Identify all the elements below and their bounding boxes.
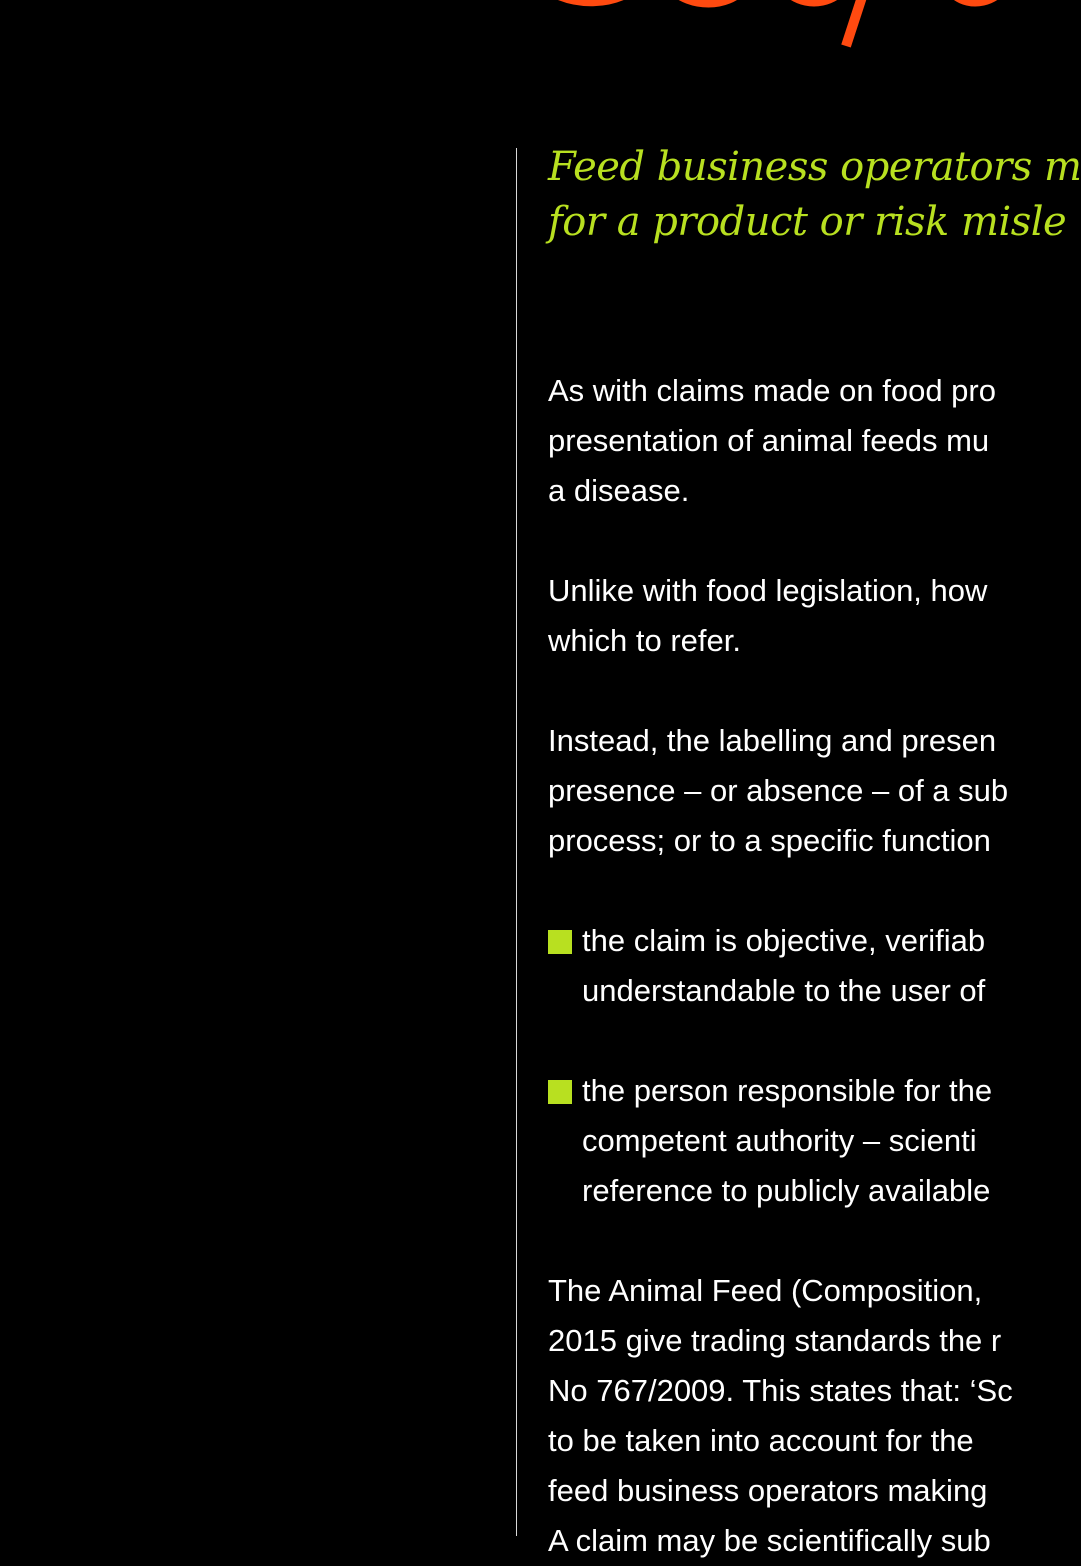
lead-line: Feed business operators m — [548, 144, 1081, 190]
article-body — [548, 366, 1024, 1566]
text-line: feed business operators making — [548, 1473, 988, 1508]
paragraph-animal-feed-regulations — [548, 1266, 1024, 1566]
text-line: a disease. — [548, 473, 690, 508]
paragraph-food-legislation — [548, 566, 1024, 666]
text-line: 2015 give trading standards the r — [548, 1323, 1002, 1358]
text-line: the claim is objective, verifiab — [582, 923, 986, 958]
text-line: reference to publicly available — [582, 1173, 991, 1208]
lead-line: for a product or risk misle — [548, 199, 1067, 245]
bullet-item-responsible-person — [548, 1066, 1024, 1216]
bullet-square-icon — [548, 1080, 572, 1104]
text-line: the person responsible for the — [582, 1073, 993, 1108]
text-line: competent authority – scienti — [582, 1123, 977, 1158]
text-line: As with claims made on food pro — [548, 373, 996, 408]
lead-quote — [548, 140, 1081, 250]
text-line: The Animal Feed (Composition, — [548, 1273, 983, 1308]
text-line: Instead, the labelling and presen — [548, 723, 997, 758]
column-divider — [516, 148, 517, 1536]
paragraph-food-claims — [548, 366, 1024, 516]
text-line: which to refer. — [548, 623, 741, 658]
title-fragment — [560, 0, 1024, 52]
text-line: No 767/2009. This states that: ‘Sc — [548, 1373, 1013, 1408]
text-line: to be taken into account for the — [548, 1423, 974, 1458]
text-line: process; or to a specific function — [548, 823, 991, 858]
paragraph-labelling — [548, 716, 1024, 866]
article-column — [548, 140, 1081, 1558]
text-line: presence – or absence – of a sub — [548, 773, 1009, 808]
title-glyph-fragment — [560, 0, 1024, 52]
text-line: understandable to the user of — [582, 973, 986, 1008]
text-line: A claim may be scientifically sub — [548, 1523, 991, 1558]
text-line: presentation of animal feeds mu — [548, 423, 990, 458]
bullet-item-objective — [548, 916, 1024, 1016]
bullet-square-icon — [548, 930, 572, 954]
text-line: Unlike with food legislation, how — [548, 573, 988, 608]
